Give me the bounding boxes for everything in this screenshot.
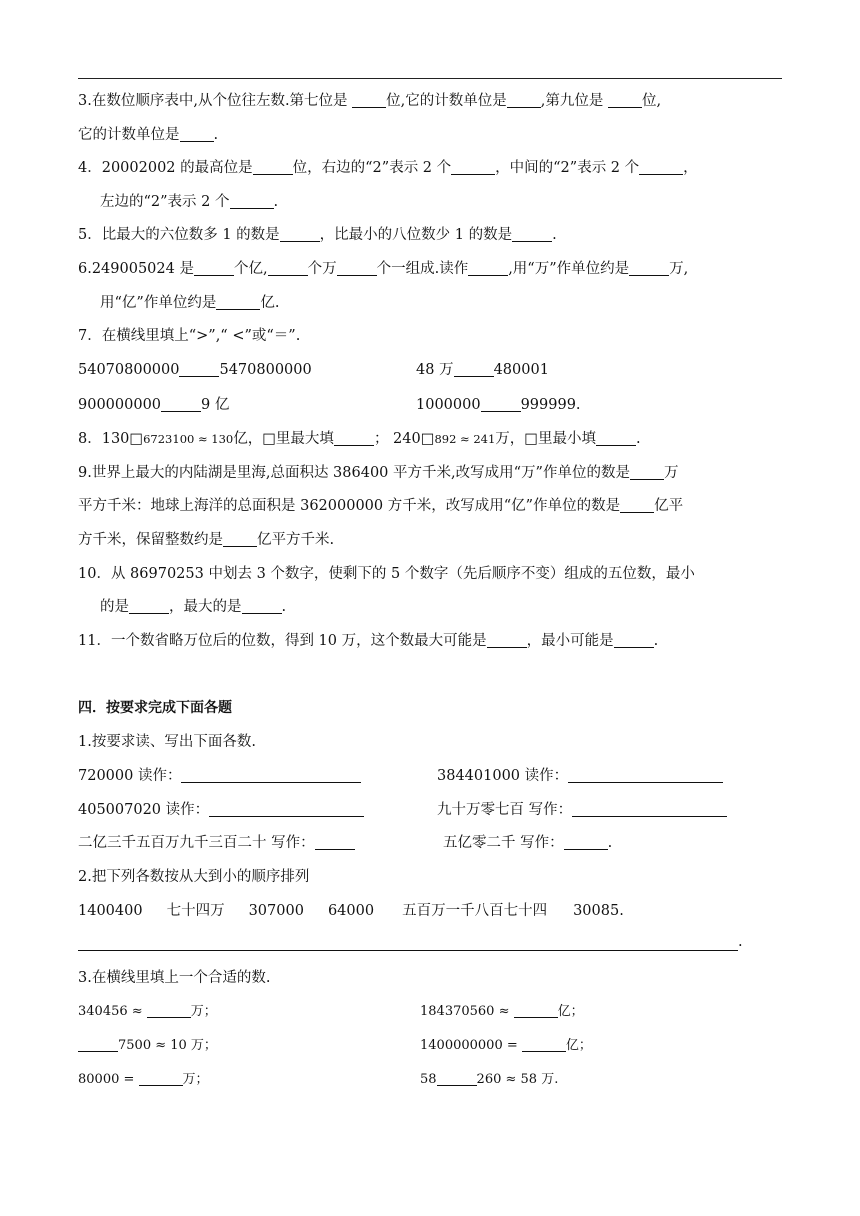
answer-blank[interactable] <box>507 93 541 108</box>
s3-title: 3.在横线里填上一个合适的数. <box>78 970 271 986</box>
s3-b1: 184370560 ≈ 亿； <box>420 1004 584 1019</box>
s3-a3: 80000 = 万； <box>78 1072 209 1087</box>
answer-blank[interactable] <box>564 835 608 850</box>
answer-blank[interactable] <box>514 1003 558 1018</box>
answer-line[interactable] <box>181 768 361 783</box>
question-10-line-1: 10．从 86970253 中划去 3 个数字，使剩下的 5 个数字（先后顺序不变）组成的五位数，最小 <box>78 566 695 582</box>
question-7-item-c: 900000000 9 亿 <box>78 397 230 413</box>
s2-answer-end: . <box>738 934 743 950</box>
question-8: 8．130□6723100 ≈ 130亿，□里最大填 ； 240□892 ≈ 241万，□里最小填 . <box>78 431 641 447</box>
s1-row2-left: 405007020 读作： <box>78 800 418 820</box>
question-9-line-3: 方千米，保留整数约是 亿平方千米. <box>78 532 335 548</box>
answer-blank[interactable] <box>596 431 636 446</box>
question-7-title: 7．在横线里填上“>”,“ <”或“＝”. <box>78 328 301 344</box>
question-6-line-2: 用“亿”作单位约是 亿. <box>100 295 280 311</box>
answer-blank[interactable] <box>268 261 308 276</box>
answer-blank[interactable] <box>481 397 521 412</box>
answer-blank[interactable] <box>147 1003 191 1018</box>
s3-a1: 340456 ≈ 万； <box>78 1004 217 1019</box>
answer-blank[interactable] <box>139 1071 183 1086</box>
answer-blank[interactable] <box>629 261 669 276</box>
answer-blank[interactable] <box>437 1071 477 1086</box>
answer-blank[interactable] <box>620 498 654 513</box>
answer-blank[interactable] <box>630 465 664 480</box>
s3-b2: 1400000000 = 亿； <box>420 1038 592 1053</box>
answer-blank[interactable] <box>78 1037 118 1052</box>
answer-blank[interactable] <box>454 362 494 377</box>
answer-blank[interactable] <box>230 194 274 209</box>
question-6-line-1: 6.249005024 是 个亿, 个万 个一组成.读作 ,用“万”作单位约是 万, <box>78 261 689 277</box>
s3-a2: 7500 ≈ 10 万； <box>78 1036 408 1056</box>
s2-answer-line[interactable] <box>78 950 738 951</box>
question-4-line-1: 4．20002002 的最高位是 位，右边的“2”表示 2 个 ，中间的“2”表示 2 个 ， <box>78 160 698 176</box>
s1-row1-left: 720000 读作： <box>78 766 418 786</box>
s1-row1-right: 384401000 读作： <box>437 766 767 786</box>
answer-blank[interactable] <box>487 633 527 648</box>
section-4-heading: 四．按要求完成下面各题 <box>78 700 232 716</box>
s1-row2-right: 九十万零七百 写作： <box>437 800 767 820</box>
s1-row3-left: 二亿三千五百万九千三百二十 写作： <box>78 833 428 853</box>
answer-blank[interactable] <box>512 227 552 242</box>
question-4-line-2: 左边的“2”表示 2 个 . <box>100 194 279 210</box>
answer-blank[interactable] <box>522 1037 566 1052</box>
question-9-line-2: 平方千米：地球上海洋的总面积是 362000000 方千米，改写成用“亿”作单位的数是 亿平 <box>78 498 684 514</box>
s2-title: 2.把下列各数按从大到小的顺序排列 <box>78 869 310 885</box>
question-3-line-1: 3.在数位顺序表中,从个位往左数.第七位是 位,它的计数单位是 ,第九位是 位, <box>78 93 662 109</box>
question-3-line-2: 它的计数单位是 . <box>78 127 219 143</box>
answer-blank[interactable] <box>608 93 642 108</box>
answer-blank[interactable] <box>614 633 654 648</box>
answer-blank[interactable] <box>194 261 234 276</box>
answer-blank[interactable] <box>639 160 683 175</box>
question-5: 5．比最大的六位数多 1 的数是 ，比最小的八位数少 1 的数是 . <box>78 227 557 243</box>
answer-blank[interactable] <box>161 397 201 412</box>
answer-line[interactable] <box>209 802 364 817</box>
answer-blank[interactable] <box>180 127 214 142</box>
answer-blank[interactable] <box>337 261 377 276</box>
question-7-item-d: 1000000 999999. <box>416 397 581 413</box>
s1-title: 1.按要求读、写出下面各数. <box>78 734 256 750</box>
question-11: 11．一个数省略万位后的位数，得到 10 万，这个数最大可能是 ，最小可能是 . <box>78 633 659 649</box>
s2-numbers: 1400400 七十四万 307000 64000 五百万一千八百七十四 30085. <box>78 903 624 919</box>
answer-blank[interactable] <box>242 599 282 614</box>
s3-b3: 58 260 ≈ 58 万. <box>420 1072 559 1087</box>
s1-row3-right: 五亿零二千 写作： . <box>443 835 613 851</box>
answer-blank[interactable] <box>280 227 320 242</box>
question-10-line-2: 的是 ，最大的是 . <box>100 599 287 615</box>
answer-blank[interactable] <box>179 362 219 377</box>
answer-blank[interactable] <box>216 295 260 310</box>
answer-blank[interactable] <box>468 261 508 276</box>
answer-line[interactable] <box>572 802 727 817</box>
answer-blank[interactable] <box>253 160 293 175</box>
question-9-line-1: 9.世界上最大的内陆湖是里海,总面积达 386400 平方千米,改写成用“万”作单位的数是 万 <box>78 465 679 481</box>
answer-blank[interactable] <box>334 431 374 446</box>
answer-blank[interactable] <box>352 93 386 108</box>
answer-blank[interactable] <box>451 160 495 175</box>
question-7-item-a: 54070800000 5470800000 <box>78 362 312 378</box>
question-7-item-b: 48 万 480001 <box>416 362 549 378</box>
answer-line[interactable] <box>568 768 723 783</box>
header-rule <box>78 78 782 79</box>
answer-blank[interactable] <box>315 835 355 850</box>
answer-blank[interactable] <box>223 532 257 547</box>
answer-blank[interactable] <box>129 599 169 614</box>
